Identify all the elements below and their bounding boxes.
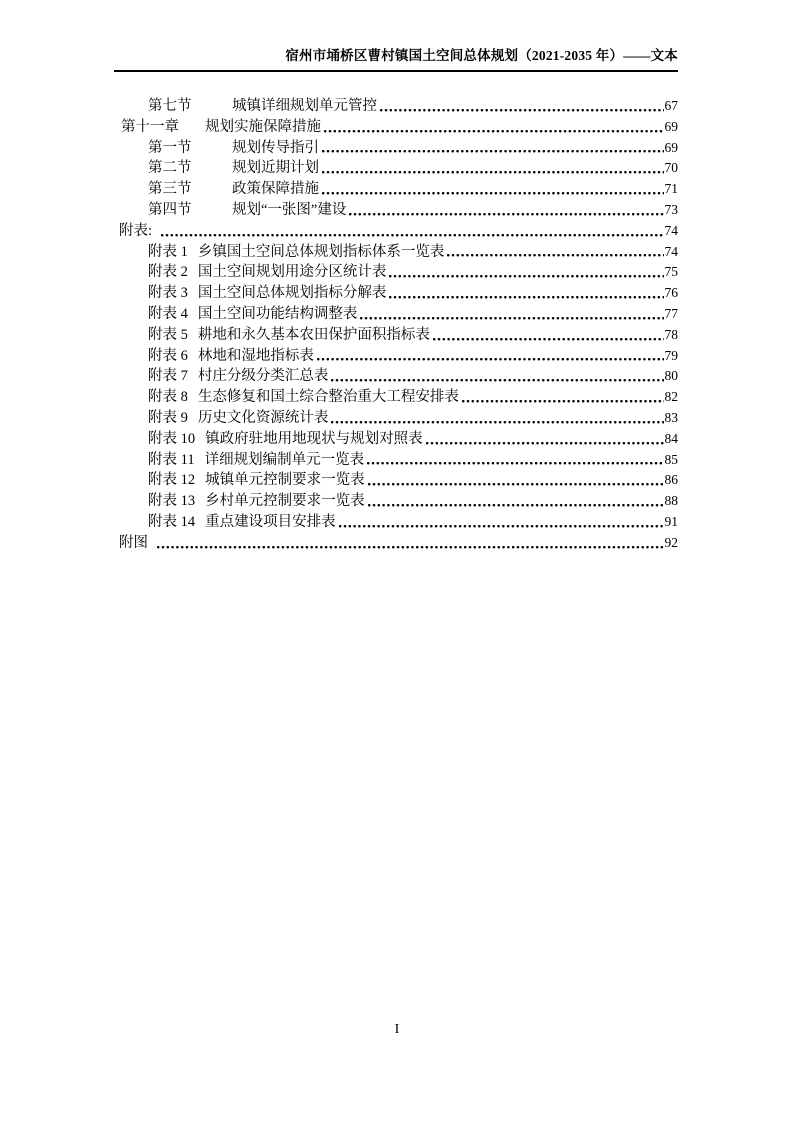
toc-entry-label: 附表 5 <box>148 326 188 343</box>
toc-dot-leader <box>349 200 663 221</box>
toc-entry-title: 国土空间规划用途分区统计表 <box>197 264 387 281</box>
toc-entry-page: 74 <box>664 222 678 238</box>
toc-entry-6[interactable] <box>114 221 678 242</box>
toc-entry-16[interactable] <box>114 429 678 450</box>
toc-entry-title: 村庄分级分类汇总表 <box>197 368 329 385</box>
toc-entry-title: 规划近期计划 <box>232 160 319 177</box>
toc-dot-leader <box>317 346 664 367</box>
toc-dot-leader <box>368 491 664 512</box>
toc-entry-8[interactable] <box>114 262 678 283</box>
toc-entry-page: 91 <box>664 513 678 529</box>
toc-entry-2[interactable] <box>114 138 678 159</box>
toc-entry-label: 附表 12 <box>148 472 196 489</box>
toc-entry-label: 附表 8 <box>148 389 188 406</box>
toc-entry-18[interactable] <box>114 470 678 491</box>
toc-entry-page: 84 <box>664 430 678 446</box>
toc-entry-label: 第一节 <box>148 139 192 156</box>
toc-list <box>114 96 678 554</box>
toc-entry-9[interactable] <box>114 283 678 304</box>
toc-entry-7[interactable] <box>114 242 678 263</box>
toc-dot-leader <box>324 117 664 138</box>
toc-entry-title: 耕地和永久基本农田保护面积指标表 <box>197 326 430 343</box>
toc-entry-page: 73 <box>664 201 678 217</box>
toc-dot-leader <box>331 366 663 387</box>
toc-entry-title: 国土空间功能结构调整表 <box>197 305 358 322</box>
toc-entry-title: 乡镇国土空间总体规划指标体系一览表 <box>197 243 445 260</box>
toc-entry-label: 第二节 <box>148 160 192 177</box>
toc-entry-page: 71 <box>664 181 678 197</box>
toc-dot-leader <box>157 533 664 554</box>
toc-entry-17[interactable] <box>114 450 678 471</box>
toc-entry-title: 政策保障措施 <box>232 181 319 198</box>
toc-entry-label: 附表 2 <box>148 264 188 281</box>
toc-entry-14[interactable] <box>114 387 678 408</box>
toc-entry-title: 重点建设项目安排表 <box>205 513 336 530</box>
toc-entry-19[interactable] <box>114 491 678 512</box>
toc-entry-page: 88 <box>664 493 678 509</box>
toc-entry-title: 生态修复和国土综合整治重大工程安排表 <box>197 389 459 406</box>
toc-entry-20[interactable] <box>114 512 678 533</box>
toc-dot-leader <box>368 470 664 491</box>
toc-entry-label: 附表 6 <box>148 347 188 364</box>
toc-entry-3[interactable] <box>114 158 678 179</box>
toc-entry-12[interactable] <box>114 346 678 367</box>
toc-dot-leader <box>322 179 664 200</box>
toc-entry-title: 历史文化资源统计表 <box>197 409 329 426</box>
page-footer <box>0 1022 794 1038</box>
page-number: I <box>394 1022 400 1037</box>
toc-entry-title: 国土空间总体规划指标分解表 <box>197 285 387 302</box>
toc-entry-5[interactable] <box>114 200 678 221</box>
toc-entry-page: 83 <box>664 409 678 425</box>
toc-entry-page: 85 <box>664 451 678 467</box>
toc-entry-13[interactable] <box>114 366 678 387</box>
toc-dot-leader <box>426 429 664 450</box>
toc-entry-label: 第三节 <box>148 181 192 198</box>
toc-dot-leader <box>433 325 664 346</box>
toc-entry-label: 第四节 <box>148 201 192 218</box>
toc-entry-label: 附表: <box>119 222 153 239</box>
toc-dot-leader <box>367 450 663 471</box>
toc-entry-10[interactable] <box>114 304 678 325</box>
toc-entry-11[interactable] <box>114 325 678 346</box>
toc-entry-title: 林地和湿地指标表 <box>197 347 314 364</box>
page-header <box>114 47 678 72</box>
toc-dot-leader <box>360 304 663 325</box>
toc-entry-page: 76 <box>664 285 678 301</box>
toc-entry-label: 附图 <box>119 534 148 551</box>
toc-dot-leader <box>322 138 664 159</box>
toc-dot-leader <box>389 262 663 283</box>
toc-entry-label: 附表 13 <box>148 493 196 510</box>
toc-entry-21[interactable] <box>114 533 678 554</box>
toc-entry-15[interactable] <box>114 408 678 429</box>
toc-entry-page: 78 <box>664 326 678 342</box>
toc-entry-page: 69 <box>664 118 678 134</box>
toc-dot-leader <box>161 221 663 242</box>
toc-entry-page: 67 <box>664 98 678 113</box>
toc-entry-label: 附表 1 <box>148 243 188 260</box>
toc-entry-page: 82 <box>664 389 678 405</box>
toc-entry-label: 附表 4 <box>148 305 188 322</box>
toc-entry-page: 75 <box>664 264 678 280</box>
toc-entry-page: 70 <box>664 160 678 176</box>
toc-entry-page: 74 <box>664 243 678 259</box>
toc-entry-page: 80 <box>664 368 678 384</box>
toc-entry-page: 86 <box>664 472 678 488</box>
toc-dot-leader <box>322 158 664 179</box>
toc-entry-page: 79 <box>664 347 678 363</box>
toc-dot-leader <box>389 283 663 304</box>
toc-entry-0[interactable] <box>114 96 678 117</box>
toc-entry-1[interactable] <box>114 117 678 138</box>
toc-dot-leader <box>462 387 664 408</box>
toc-entry-page: 69 <box>664 139 678 155</box>
toc-entry-label: 附表 3 <box>148 285 188 302</box>
toc-entry-title: 规划传导指引 <box>232 139 319 156</box>
toc-entry-label: 第十一章 <box>121 118 179 135</box>
toc-entry-title: 城镇详细规划单元管控 <box>232 98 377 114</box>
toc-entry-title: 乡村单元控制要求一览表 <box>205 493 365 510</box>
toc-entry-page: 77 <box>664 305 678 321</box>
toc-entry-label: 附表 14 <box>148 513 196 530</box>
toc-entry-label: 附表 10 <box>148 430 196 447</box>
toc-entry-page: 92 <box>664 534 678 550</box>
toc-entry-4[interactable] <box>114 179 678 200</box>
toc-entry-label: 第七节 <box>148 98 192 114</box>
toc-entry-label: 附表 7 <box>148 368 188 385</box>
toc-entry-title: 镇政府驻地用地现状与规划对照表 <box>205 430 423 447</box>
toc-entry-label: 附表 9 <box>148 409 188 426</box>
toc-dot-leader <box>331 408 663 429</box>
toc-entry-title: 城镇单元控制要求一览表 <box>205 472 365 489</box>
toc-entry-title: 详细规划编制单元一览表 <box>204 451 365 468</box>
toc-dot-leader <box>447 242 663 263</box>
toc-entry-title: 规划实施保障措施 <box>205 118 321 135</box>
toc-dot-leader <box>380 96 664 117</box>
toc-entry-label: 附表 11 <box>148 451 195 468</box>
toc-entry-title: 规划“一张图”建设 <box>232 201 347 218</box>
header-title: 宿州市埇桥区曹村镇国土空间总体规划（2021-2035 年）——文本 <box>285 48 678 63</box>
toc-dot-leader <box>339 512 664 533</box>
